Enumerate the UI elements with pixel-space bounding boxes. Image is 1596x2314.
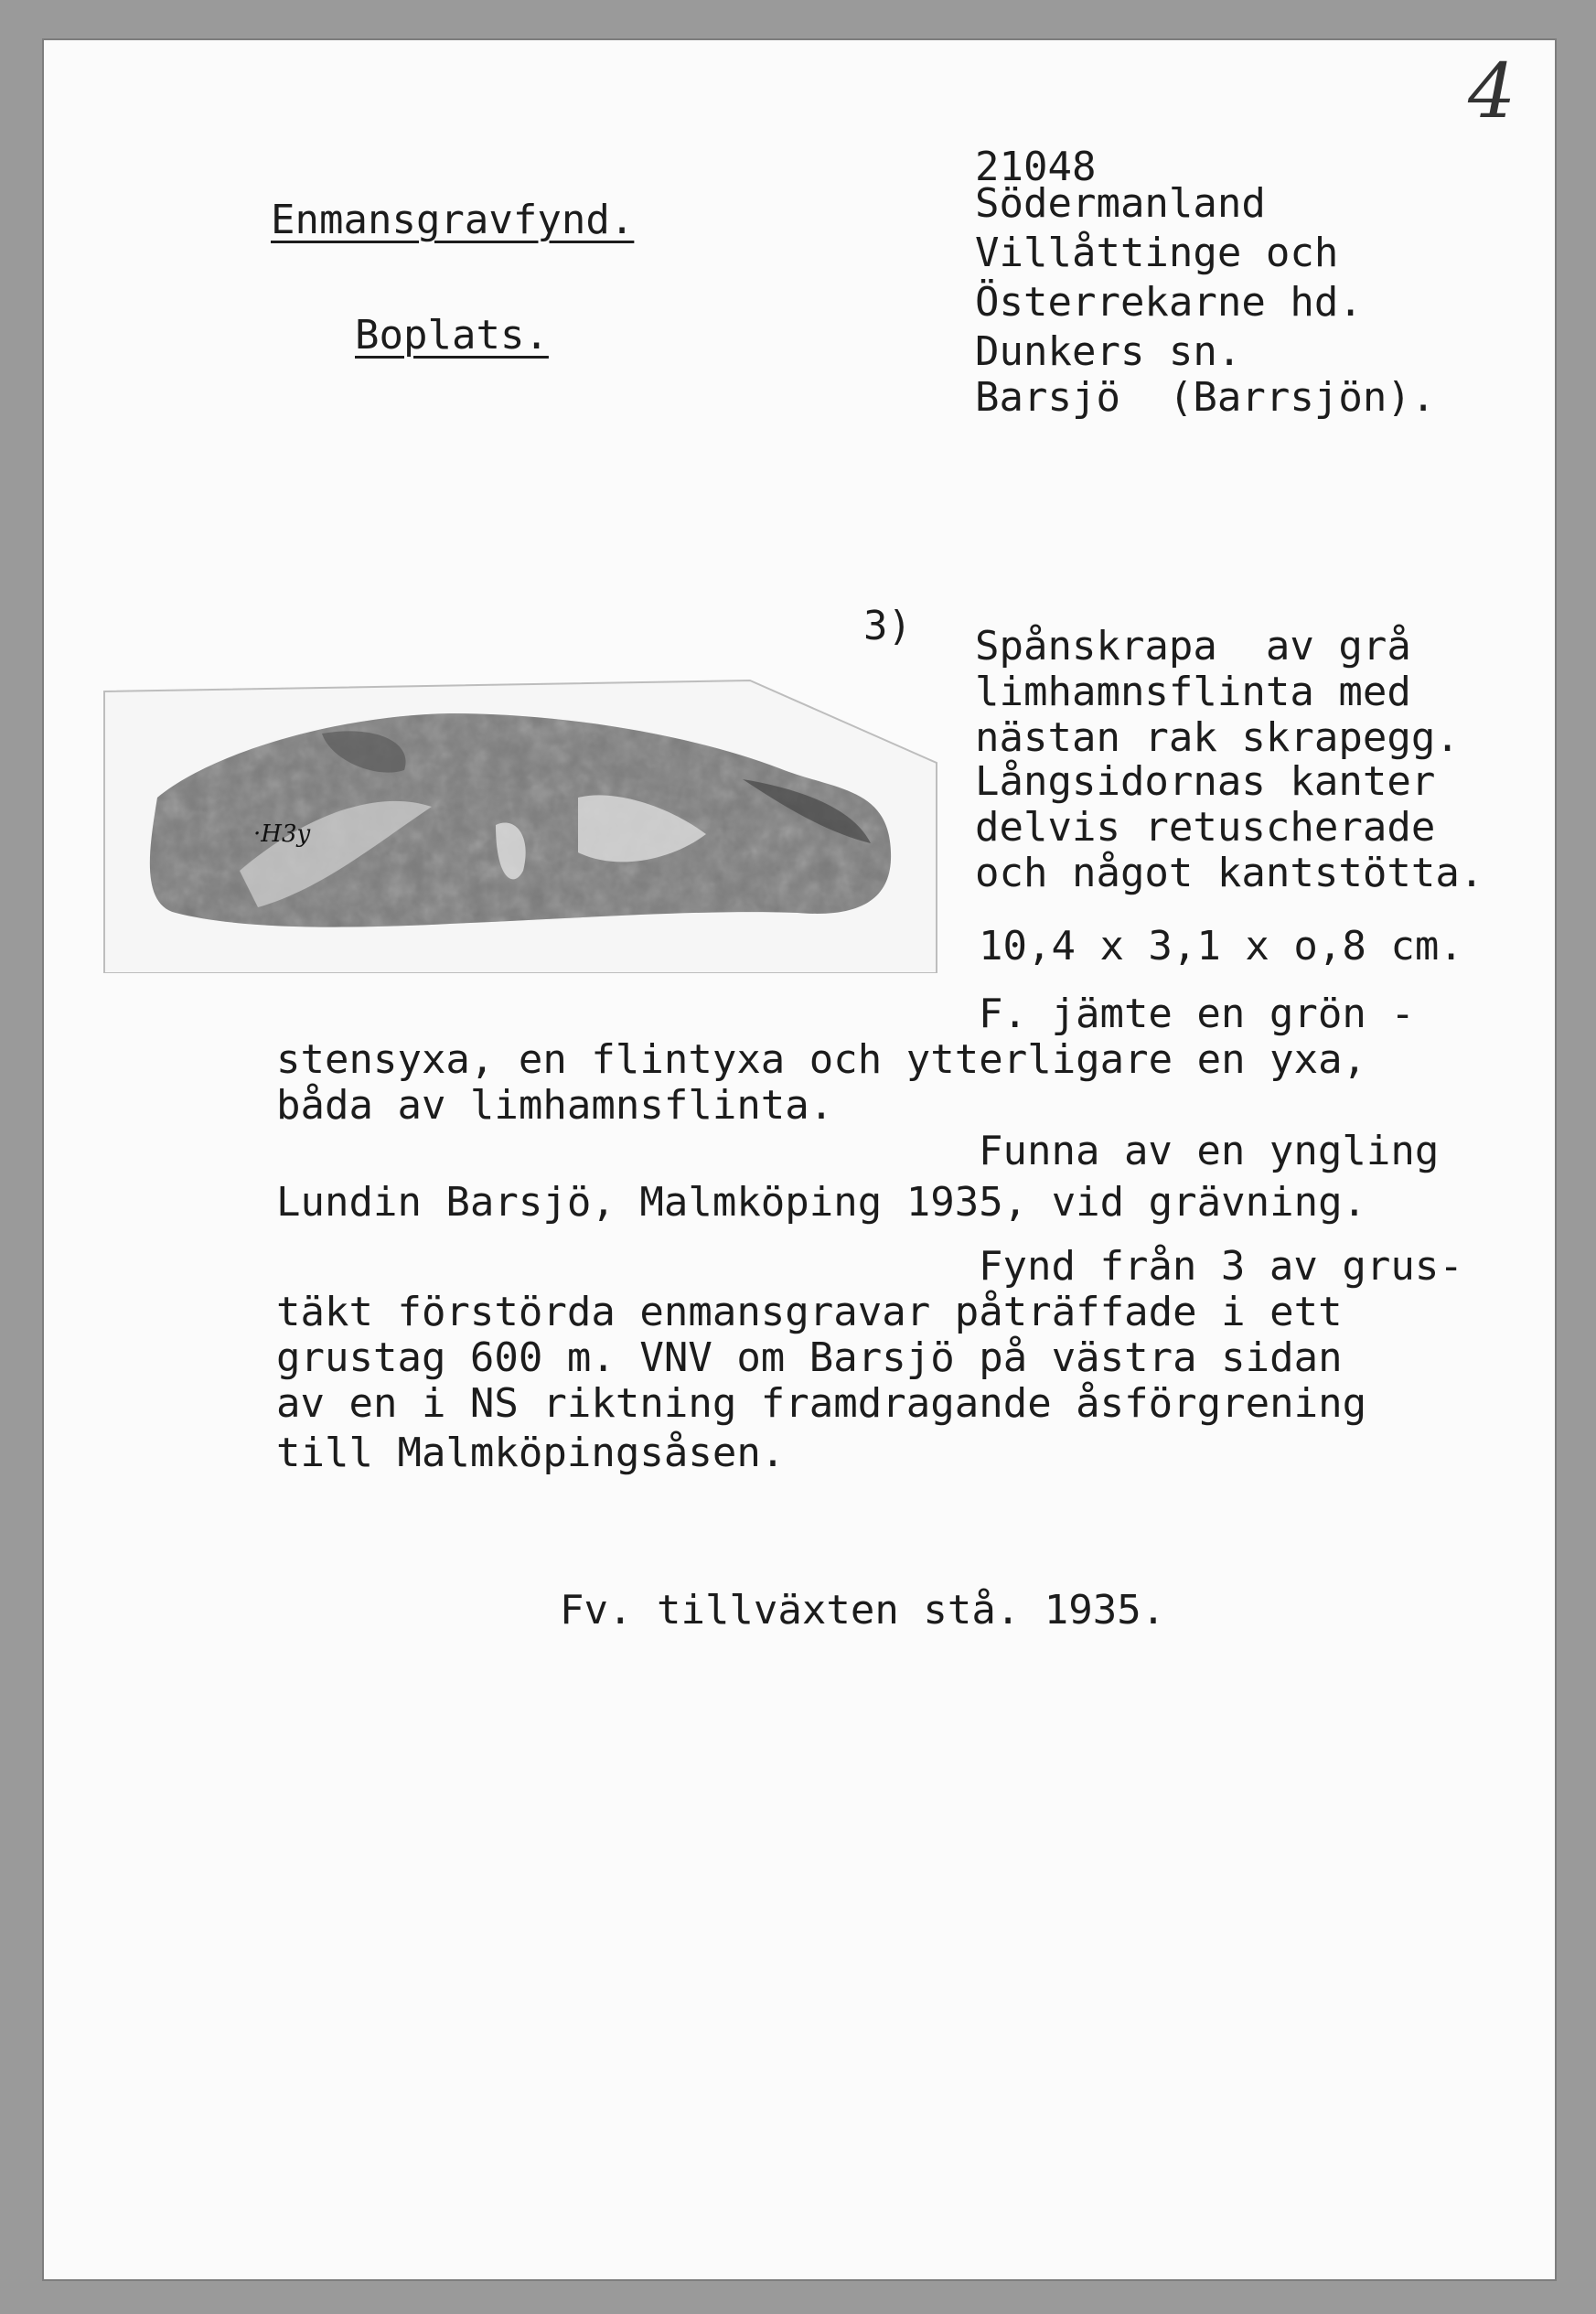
description-line-6: och något kantstötta. <box>975 850 1484 896</box>
context-line-3: grustag 600 m. VNV om Barsjö på västra sidan <box>276 1334 1343 1381</box>
page-number-handwritten: 4 <box>1468 48 1516 135</box>
context-line-4: av en i NS riktning framdragande åsförgrening <box>276 1380 1367 1427</box>
description-line-5: delvis retuscherade <box>975 804 1436 851</box>
accession-note: Fv. tillväxten stå. 1935. <box>560 1587 1166 1634</box>
context-line-5: till Malmköpingsåsen. <box>276 1430 786 1476</box>
district-line-2: Österrekarne hd. <box>975 279 1363 326</box>
context-line-2: täkt förstörda enmansgravar påträffade i ett <box>276 1289 1343 1335</box>
catalog-number: 21048 <box>975 144 1097 190</box>
description-line-4: Långsidornas kanter <box>975 758 1436 805</box>
found-with-line-1: F. jämte en grön - <box>979 991 1415 1037</box>
found-with-line-2: stensyxa, en flintyxa och ytterligare en yxa, <box>276 1036 1367 1083</box>
context-line-1: Fynd från 3 av grus- <box>979 1243 1463 1290</box>
description-line-3: nästan rak skrapegg. <box>975 714 1460 761</box>
dimensions: 10,4 x 3,1 x o,8 cm. <box>979 923 1463 970</box>
site-name: Barsjö (Barrsjön). <box>975 374 1436 421</box>
svg-text:·H3y: ·H3y <box>253 820 311 848</box>
district-line-1: Villåttinge och <box>975 230 1339 276</box>
finder-line-1: Funna av en yngling <box>979 1128 1440 1174</box>
description-line-1: Spånskrapa av grå <box>975 623 1411 670</box>
parish: Dunkers sn. <box>975 328 1242 375</box>
artifact-photo <box>102 679 938 973</box>
item-number: 3) <box>863 603 912 649</box>
found-with-line-3: båda av limhamnsflinta. <box>276 1082 834 1129</box>
description-line-2: limhamnsflinta med <box>975 669 1411 715</box>
province: Södermanland <box>975 180 1266 227</box>
finder-line-2: Lundin Barsjö, Malmköping 1935, vid grävning. <box>276 1179 1367 1226</box>
flint-scraper-image <box>102 679 938 973</box>
category-heading: Enmansgravfynd. <box>271 197 635 243</box>
subcategory-heading: Boplats. <box>355 312 549 359</box>
